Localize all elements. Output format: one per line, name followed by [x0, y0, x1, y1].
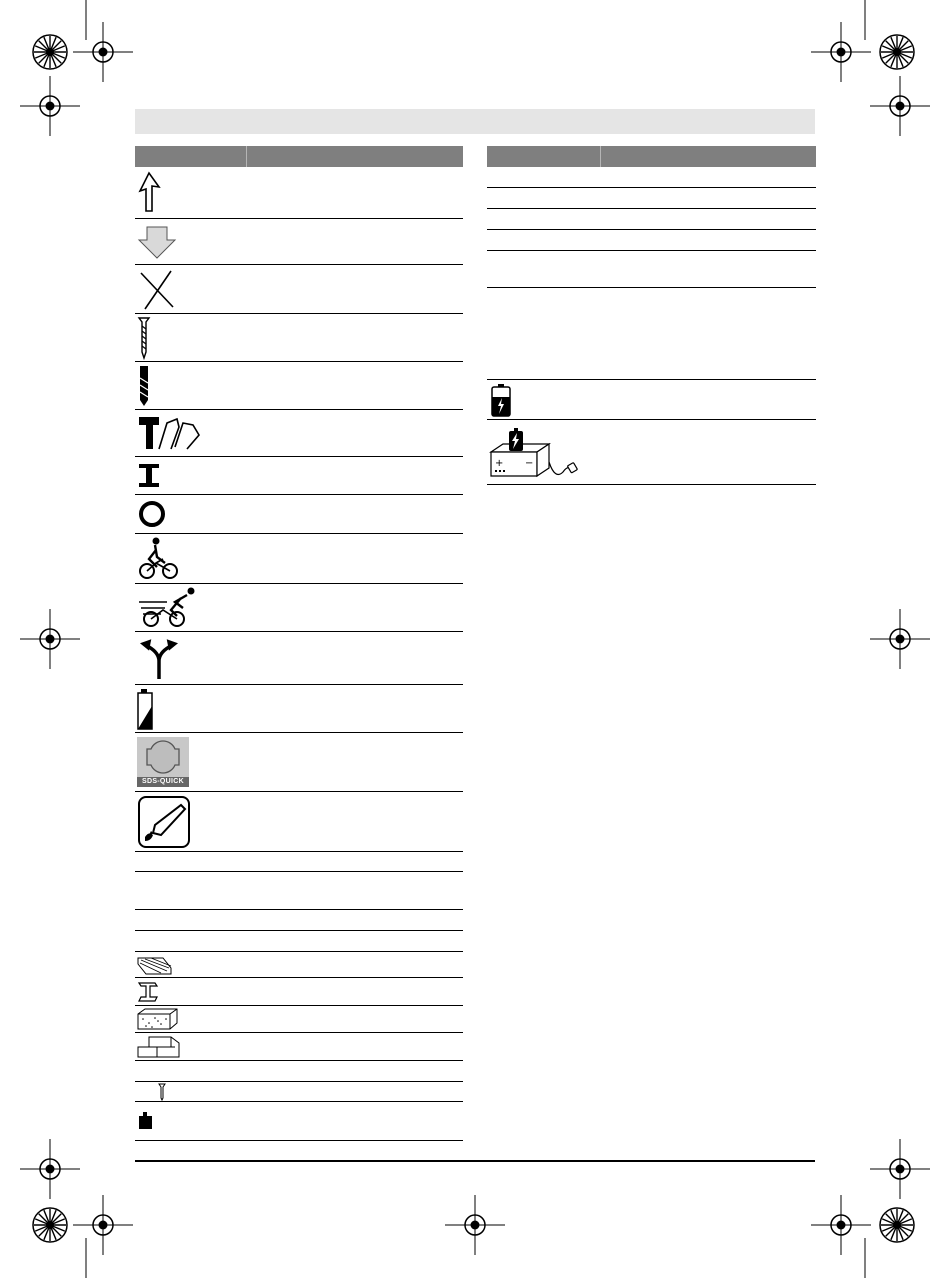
table-row [135, 219, 463, 265]
left-table-header [135, 146, 463, 167]
arrow-down-gray-icon [137, 222, 177, 262]
table-row [135, 632, 463, 685]
header-col-symbol [487, 146, 601, 167]
table-row [487, 230, 816, 251]
circle-icon [137, 498, 169, 530]
table-row [135, 457, 463, 495]
sds-quick-label: SDS-QUICK [142, 778, 184, 785]
table-row [487, 288, 816, 380]
table-row [135, 910, 463, 931]
brick-icon [137, 1035, 187, 1059]
cyclist-slow-icon [137, 537, 181, 581]
table-row [135, 978, 463, 1006]
fork-arrow-icon [137, 635, 187, 681]
table-row [487, 167, 816, 188]
tile-icon [137, 1007, 179, 1031]
drill-bit-icon [137, 364, 177, 408]
cross-icon [137, 267, 177, 311]
table-row [135, 167, 463, 219]
table-row [135, 952, 463, 978]
table-row [135, 733, 463, 792]
table-row [135, 265, 463, 314]
table-row [135, 584, 463, 632]
table-row [135, 1033, 463, 1061]
table-row [487, 380, 816, 420]
sds-quick-icon [137, 737, 189, 787]
table-row [135, 314, 463, 362]
marker-pen-icon [137, 795, 191, 849]
table-row [135, 872, 463, 910]
table-row [135, 495, 463, 534]
table-row [487, 420, 816, 485]
table-row [135, 685, 463, 733]
header-col-meaning [601, 146, 816, 167]
cyclist-fast-icon [137, 586, 201, 630]
weight-icon [137, 1110, 157, 1132]
table-row [135, 410, 463, 457]
table-row [135, 792, 463, 852]
table-row [135, 1082, 463, 1102]
charger-icon [489, 422, 579, 482]
table-row [487, 188, 816, 209]
table-row [135, 362, 463, 410]
footer-rule [135, 1160, 815, 1162]
table-row [135, 1061, 463, 1082]
table-row [135, 1006, 463, 1033]
table-row [135, 931, 463, 952]
table-row [135, 852, 463, 872]
i-beam-icon [137, 461, 167, 491]
right-table-header [487, 146, 816, 167]
table-row [135, 534, 463, 584]
table-row [135, 1102, 463, 1141]
battery-charge-icon [489, 383, 515, 417]
svg-text:−: − [525, 458, 534, 469]
table-row [487, 209, 816, 230]
wood-icon [137, 954, 173, 976]
arrow-up-outline-icon [137, 171, 177, 215]
table-row [487, 251, 816, 288]
page-header-bar [135, 109, 815, 134]
battery-low-icon [137, 688, 167, 730]
header-col-meaning [247, 146, 463, 167]
screw-icon [137, 316, 177, 360]
steel-beam-icon [137, 981, 161, 1003]
small-screw-icon [155, 1083, 195, 1101]
header-col-symbol [135, 146, 247, 167]
hammer-chisel-icon [137, 413, 201, 453]
svg-text:+: + [495, 458, 504, 469]
